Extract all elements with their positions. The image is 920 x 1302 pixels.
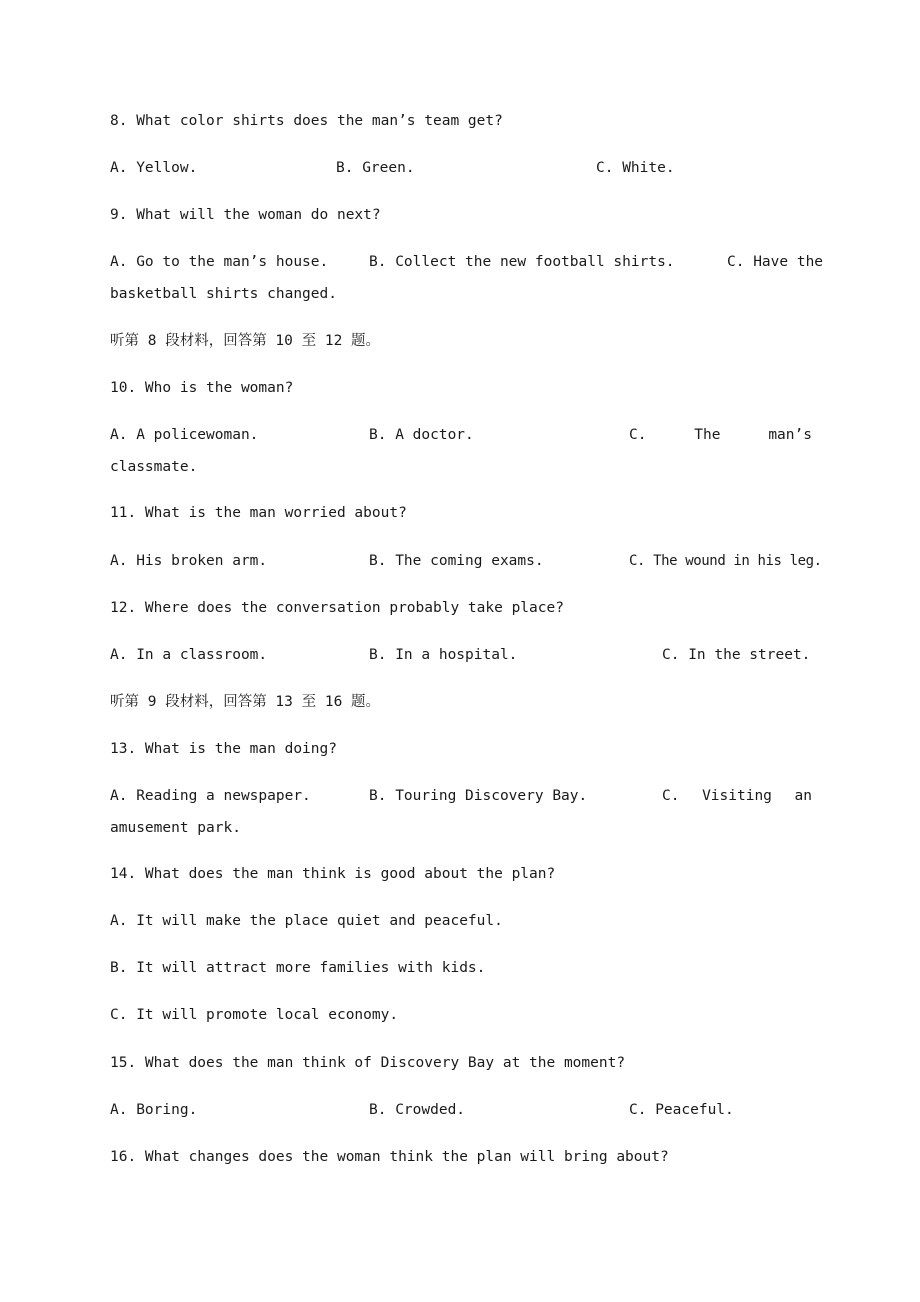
question-14-stem: 14. What does the man think is good about the plan?: [110, 866, 556, 882]
question-10-option-c: [629, 425, 812, 445]
question-11-option-b: B. The coming exams.: [369, 553, 544, 569]
question-10-option-c-continued: classmate.: [110, 459, 198, 475]
question-11-stem: 11. What is the man worried about?: [110, 505, 407, 521]
question-13-option-c-word-2: an: [794, 788, 812, 804]
question-14-option-b: B. It will attract more families with kids.: [110, 960, 486, 976]
question-15-option-a: A. Boring.: [110, 1102, 198, 1118]
question-13-option-b: B. Touring Discovery Bay.: [369, 788, 588, 804]
question-9-stem: 9. What will the woman do next?: [110, 207, 381, 223]
question-8-option-a: A. Yellow.: [110, 160, 198, 176]
question-13-option-a: A. Reading a newspaper.: [110, 788, 311, 804]
question-10-option-c-word-1: The: [694, 427, 721, 443]
question-12-stem: 12. Where does the conversation probably take place?: [110, 600, 564, 616]
question-15-stem: 15. What does the man think of Discovery Bay at the moment?: [110, 1055, 626, 1071]
question-13-stem: 13. What is the man doing?: [110, 741, 337, 757]
question-9-option-c: C. Have the: [727, 254, 824, 270]
question-10-option-a: A. A policewoman.: [110, 427, 259, 443]
question-10-option-c-word-2: man’s: [768, 427, 812, 443]
question-8-stem: 8. What color shirts does the man’s team get?: [110, 113, 503, 129]
question-14-option-a: A. It will make the place quiet and peaceful.: [110, 913, 503, 929]
question-16-stem: 16. What changes does the woman think the plan will bring about?: [110, 1149, 669, 1165]
question-15-option-b: B. Crowded.: [369, 1102, 466, 1118]
question-8-option-b: B. Green.: [336, 160, 415, 176]
question-8-option-c: C. White.: [596, 160, 675, 176]
question-13-option-c: [662, 786, 812, 806]
question-11-option-a: A. His broken arm.: [110, 553, 268, 569]
question-12-option-a: A. In a classroom.: [110, 647, 268, 663]
question-10-option-c-letter: C.: [629, 427, 647, 443]
question-13-option-c-letter: C.: [662, 788, 680, 804]
question-14-option-c: C. It will promote local economy.: [110, 1007, 399, 1023]
question-11-option-c: C. The wound in his leg.: [629, 553, 822, 569]
question-10-option-b: B. A doctor.: [369, 427, 474, 443]
question-13-option-c-continued: amusement park.: [110, 820, 241, 836]
question-10-stem: 10. Who is the woman?: [110, 380, 294, 396]
section-9-instruction: 听第 9 段材料，回答第 13 至 16 题。: [110, 694, 381, 710]
question-12-option-c: C. In the street.: [662, 647, 811, 663]
question-15-option-c: C. Peaceful.: [629, 1102, 734, 1118]
question-12-option-b: B. In a hospital.: [369, 647, 518, 663]
question-9-option-a: A. Go to the man’s house.: [110, 254, 329, 270]
section-8-instruction: 听第 8 段材料，回答第 10 至 12 题。: [110, 333, 381, 349]
question-9-option-b: B. Collect the new football shirts.: [369, 254, 675, 270]
question-9-option-c-continued: basketball shirts changed.: [110, 286, 337, 302]
question-13-option-c-word-1: Visiting: [702, 788, 772, 804]
